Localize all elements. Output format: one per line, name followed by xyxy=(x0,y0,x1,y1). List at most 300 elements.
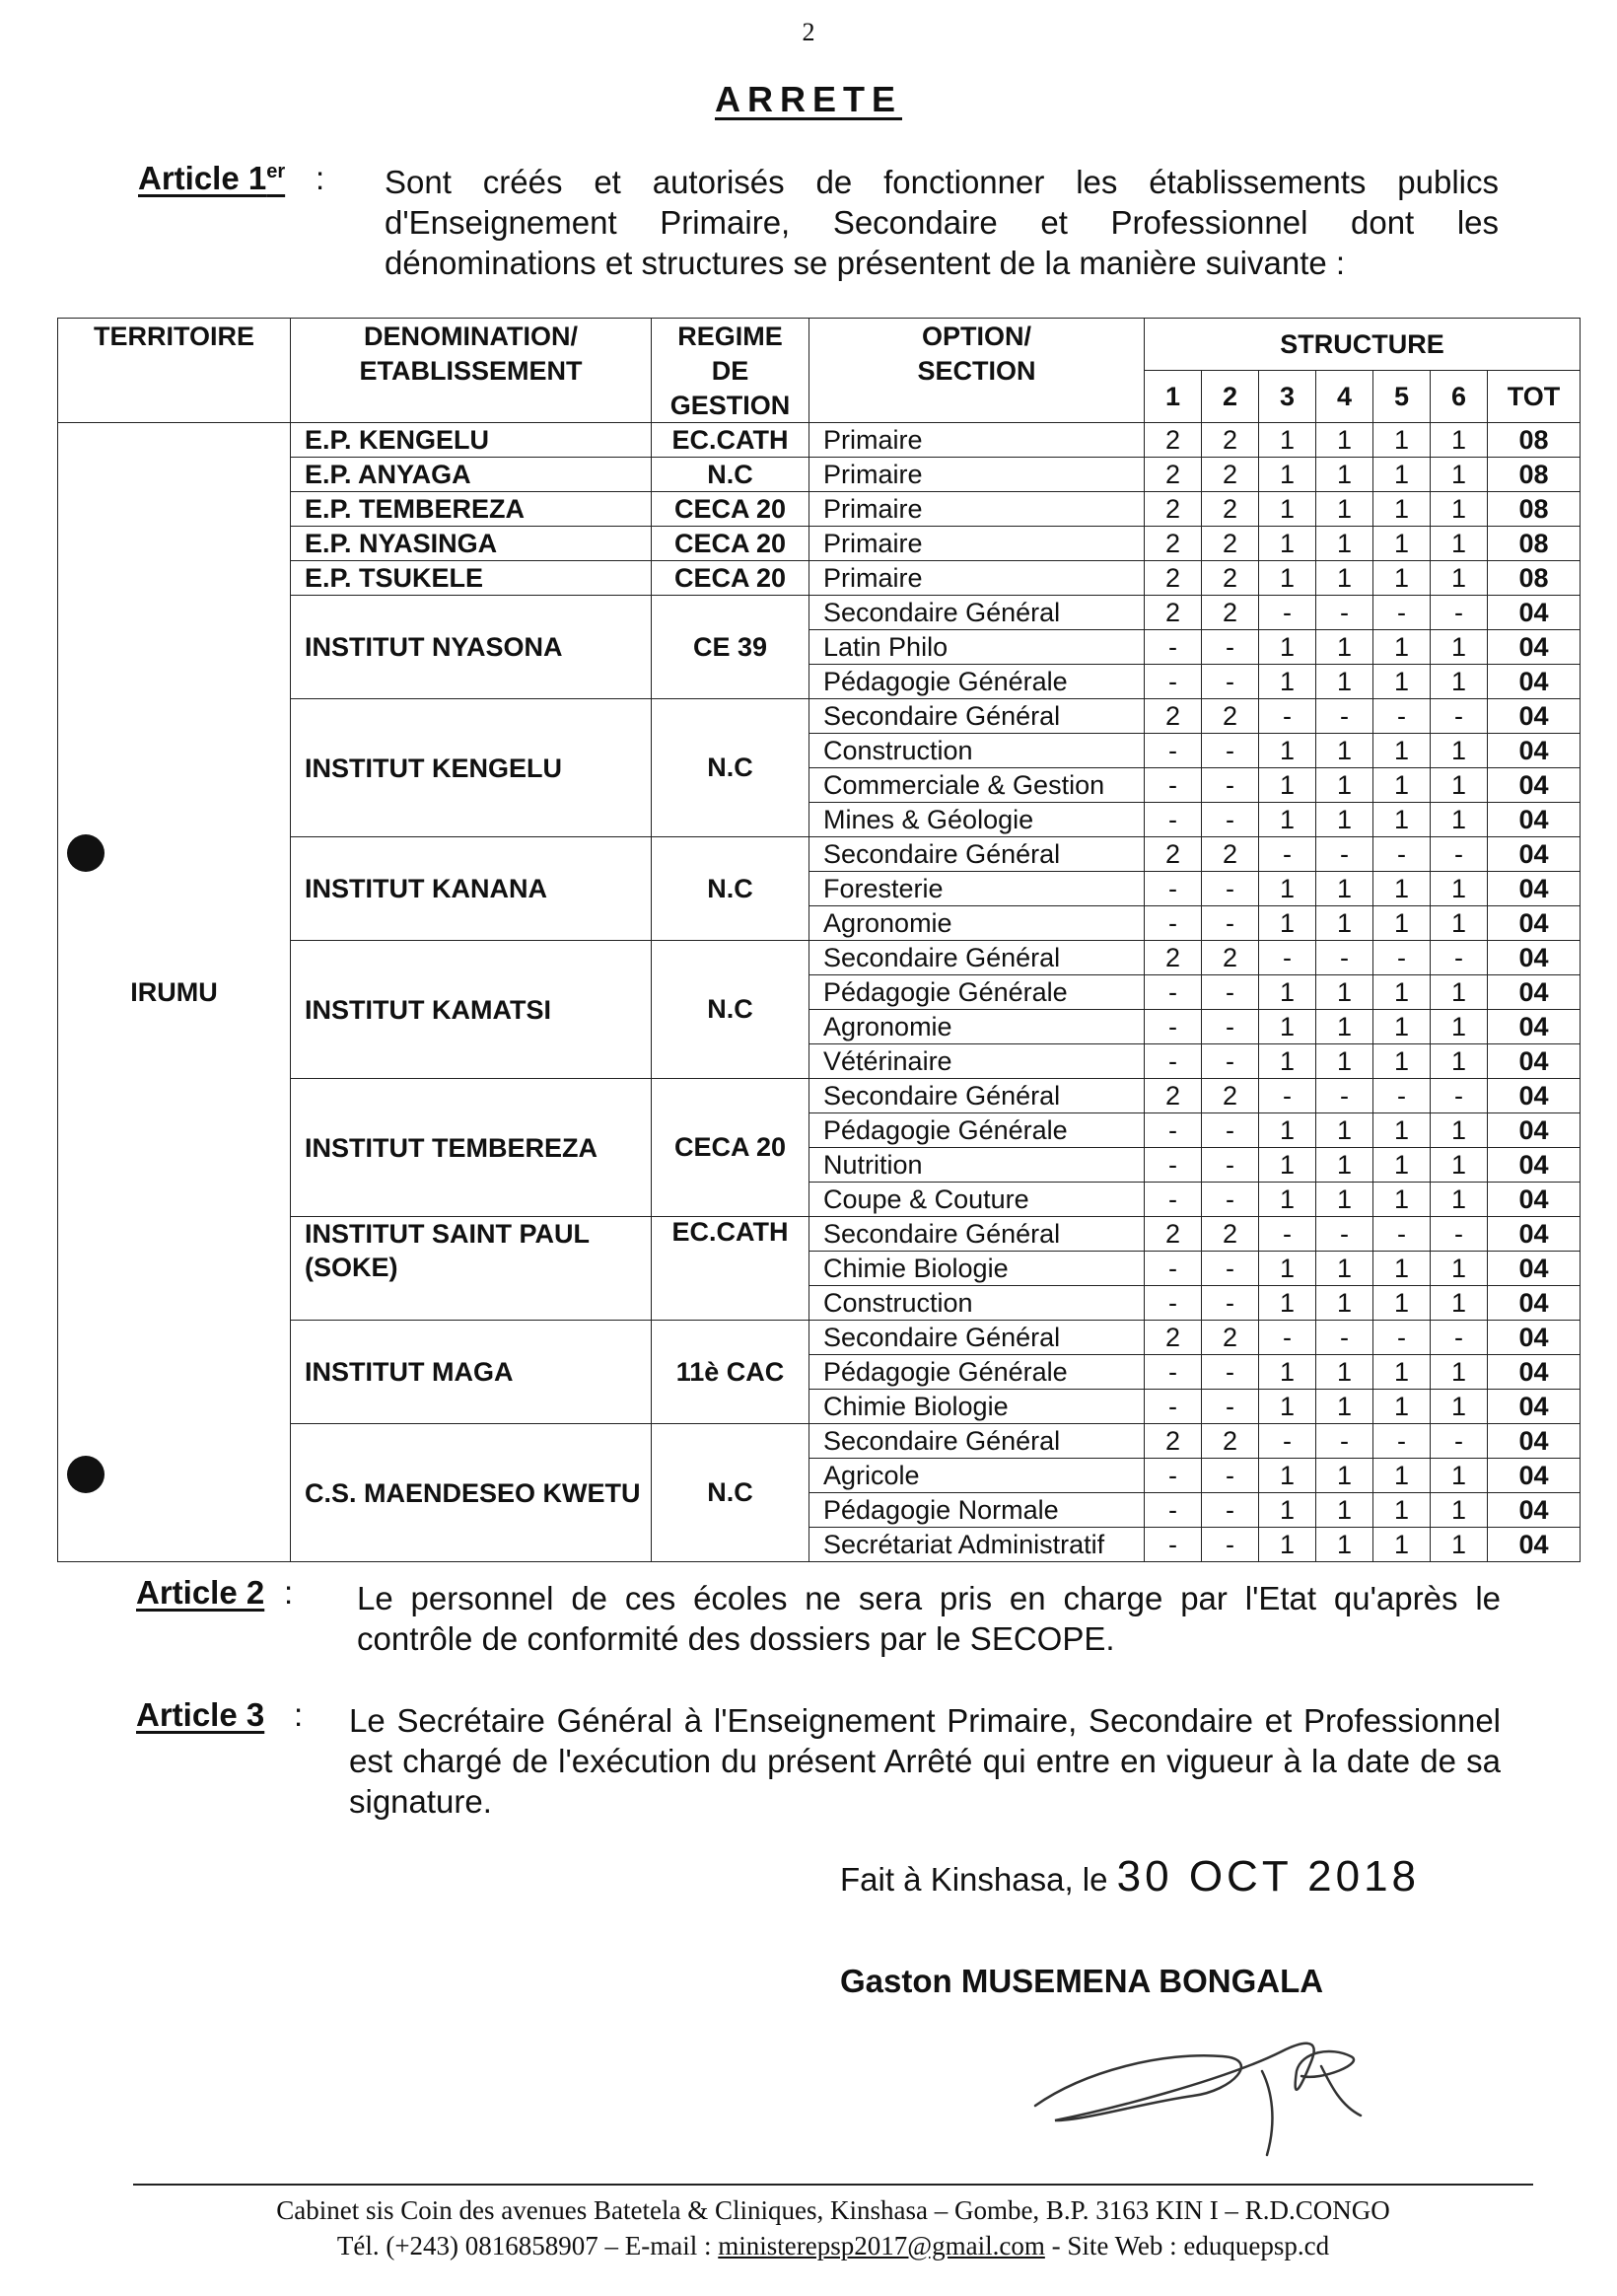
establishment-name: E.P. KENGELU xyxy=(291,423,652,458)
establishment-name: E.P. TSUKELE xyxy=(291,561,652,596)
structure-cell: 2 xyxy=(1202,458,1259,492)
structure-cell: 1 xyxy=(1373,1528,1431,1562)
structure-cell: - xyxy=(1431,1424,1488,1459)
option-section: Chimie Biologie xyxy=(809,1390,1145,1424)
table-row xyxy=(58,423,1581,458)
option-section: Secrétariat Administratif xyxy=(809,1528,1145,1562)
structure-cell: 1 xyxy=(1316,1286,1373,1321)
place-date-line xyxy=(840,1852,1420,1901)
structure-cell: - xyxy=(1145,1459,1202,1493)
article-2-colon: : xyxy=(284,1574,294,1611)
structure-cell: 1 xyxy=(1373,458,1431,492)
article-3-colon: : xyxy=(294,1696,304,1733)
structure-total: 04 xyxy=(1488,837,1581,872)
structure-total: 04 xyxy=(1488,1493,1581,1528)
footer-tel: Tél. (+243) 0816858907 – E-mail : xyxy=(336,2231,712,2260)
article-1-label-text: Article 1 xyxy=(138,160,267,196)
option-section: Coupe & Couture xyxy=(809,1183,1145,1217)
option-section: Secondaire Général xyxy=(809,941,1145,975)
structure-cell: 1 xyxy=(1373,1148,1431,1183)
structure-cell: 1 xyxy=(1259,1459,1316,1493)
option-section: Secondaire Général xyxy=(809,1217,1145,1252)
structure-cell: 1 xyxy=(1373,527,1431,561)
structure-cell: - xyxy=(1316,596,1373,630)
option-section: Nutrition xyxy=(809,1148,1145,1183)
structure-total: 08 xyxy=(1488,492,1581,527)
structure-total: 04 xyxy=(1488,699,1581,734)
structure-cell: 1 xyxy=(1431,1113,1488,1148)
structure-cell: - xyxy=(1145,1493,1202,1528)
structure-cell: 2 xyxy=(1202,596,1259,630)
structure-cell: 1 xyxy=(1431,665,1488,699)
structure-cell: - xyxy=(1202,768,1259,803)
option-section: Primaire xyxy=(809,492,1145,527)
punch-hole xyxy=(67,1456,105,1493)
structure-cell: 1 xyxy=(1259,768,1316,803)
structure-cell: 2 xyxy=(1145,527,1202,561)
structure-cell: - xyxy=(1145,1355,1202,1390)
structure-cell: - xyxy=(1202,1355,1259,1390)
structure-cell: 1 xyxy=(1259,1528,1316,1562)
structure-cell: 1 xyxy=(1259,1113,1316,1148)
footer-rule xyxy=(133,2184,1533,2186)
structure-cell: 1 xyxy=(1316,1459,1373,1493)
structure-total: 08 xyxy=(1488,561,1581,596)
regime-gestion: CECA 20 xyxy=(652,561,809,596)
header-option-line-1: OPTION/ xyxy=(921,322,1031,351)
structure-cell: 2 xyxy=(1145,837,1202,872)
establishment-name: INSTITUT KAMATSI xyxy=(291,941,652,1079)
option-section: Latin Philo xyxy=(809,630,1145,665)
regime-gestion: N.C xyxy=(652,458,809,492)
structure-cell: - xyxy=(1431,699,1488,734)
structure-cell: - xyxy=(1431,1079,1488,1113)
option-section: Foresterie xyxy=(809,872,1145,906)
structure-cell: 1 xyxy=(1316,665,1373,699)
structure-cell: 1 xyxy=(1431,1355,1488,1390)
structure-cell: 1 xyxy=(1259,872,1316,906)
option-section: Construction xyxy=(809,1286,1145,1321)
structure-cell: 1 xyxy=(1431,975,1488,1010)
structure-cell: 1 xyxy=(1431,1252,1488,1286)
structure-cell: - xyxy=(1316,1321,1373,1355)
structure-cell: 2 xyxy=(1202,837,1259,872)
structure-cell: - xyxy=(1145,630,1202,665)
structure-cell: - xyxy=(1373,699,1431,734)
structure-total: 04 xyxy=(1488,803,1581,837)
structure-total: 04 xyxy=(1488,1424,1581,1459)
regime-gestion: CE 39 xyxy=(652,596,809,699)
structure-cell: 2 xyxy=(1145,699,1202,734)
structure-cell: 1 xyxy=(1373,1493,1431,1528)
structure-cell: 1 xyxy=(1431,734,1488,768)
structure-cell: - xyxy=(1145,975,1202,1010)
option-section: Primaire xyxy=(809,423,1145,458)
establishments-table-body xyxy=(58,423,1581,1562)
structure-total: 04 xyxy=(1488,872,1581,906)
structure-cell: - xyxy=(1373,837,1431,872)
structure-cell: - xyxy=(1202,1044,1259,1079)
structure-cell: 1 xyxy=(1373,1252,1431,1286)
structure-cell: - xyxy=(1145,1010,1202,1044)
regime-gestion: EC.CATH xyxy=(652,423,809,458)
structure-cell: - xyxy=(1145,734,1202,768)
structure-cell: 2 xyxy=(1202,1079,1259,1113)
structure-cell: - xyxy=(1259,1321,1316,1355)
option-section: Primaire xyxy=(809,458,1145,492)
structure-total: 04 xyxy=(1488,1183,1581,1217)
structure-cell: 1 xyxy=(1316,1390,1373,1424)
establishment-name: INSTITUT SAINT PAUL (SOKE) xyxy=(291,1217,652,1321)
structure-total: 04 xyxy=(1488,1044,1581,1079)
header-regime-line-2: DE xyxy=(711,356,749,386)
option-section: Agricole xyxy=(809,1459,1145,1493)
header-denomination xyxy=(291,319,652,423)
structure-cell: - xyxy=(1202,1252,1259,1286)
header-regime-line-3: GESTION xyxy=(669,391,791,420)
structure-cell: 1 xyxy=(1316,1252,1373,1286)
structure-cell: 1 xyxy=(1259,975,1316,1010)
punch-hole xyxy=(67,834,105,872)
article-1-colon: : xyxy=(316,160,325,196)
structure-cell: 1 xyxy=(1259,630,1316,665)
header-structure: STRUCTURE xyxy=(1145,319,1581,371)
structure-cell: 1 xyxy=(1316,734,1373,768)
regime-gestion: EC.CATH xyxy=(652,1217,809,1321)
structure-cell: - xyxy=(1202,665,1259,699)
structure-cell: - xyxy=(1316,699,1373,734)
structure-cell: 1 xyxy=(1373,630,1431,665)
structure-cell: 1 xyxy=(1373,1355,1431,1390)
option-section: Commerciale & Gestion xyxy=(809,768,1145,803)
structure-total: 04 xyxy=(1488,665,1581,699)
structure-cell: 1 xyxy=(1373,1390,1431,1424)
structure-cell: 1 xyxy=(1431,1493,1488,1528)
structure-cell: - xyxy=(1316,837,1373,872)
structure-cell: 1 xyxy=(1431,630,1488,665)
structure-cell: - xyxy=(1145,768,1202,803)
regime-gestion: N.C xyxy=(652,837,809,941)
structure-total: 04 xyxy=(1488,975,1581,1010)
option-section: Vétérinaire xyxy=(809,1044,1145,1079)
structure-cell: - xyxy=(1145,1148,1202,1183)
structure-total: 04 xyxy=(1488,1528,1581,1562)
structure-cell: 2 xyxy=(1145,1424,1202,1459)
structure-cell: 2 xyxy=(1145,458,1202,492)
header-structure-col-5: 5 xyxy=(1373,371,1431,423)
structure-cell: 2 xyxy=(1145,561,1202,596)
structure-cell: - xyxy=(1259,1217,1316,1252)
structure-cell: 1 xyxy=(1373,492,1431,527)
structure-cell: - xyxy=(1202,1183,1259,1217)
structure-cell: 1 xyxy=(1259,803,1316,837)
header-option-line-2: SECTION xyxy=(917,356,1036,386)
structure-cell: 1 xyxy=(1373,975,1431,1010)
structure-cell: 1 xyxy=(1316,872,1373,906)
structure-cell: 1 xyxy=(1316,1493,1373,1528)
structure-cell: 1 xyxy=(1373,872,1431,906)
structure-total: 04 xyxy=(1488,1459,1581,1493)
structure-cell: - xyxy=(1202,975,1259,1010)
option-section: Secondaire Général xyxy=(809,1424,1145,1459)
structure-cell: 2 xyxy=(1202,561,1259,596)
structure-cell: 1 xyxy=(1431,1148,1488,1183)
structure-cell: 1 xyxy=(1373,665,1431,699)
structure-total: 04 xyxy=(1488,1148,1581,1183)
regime-gestion: CECA 20 xyxy=(652,527,809,561)
structure-cell: - xyxy=(1431,941,1488,975)
structure-cell: - xyxy=(1431,1321,1488,1355)
structure-cell: 1 xyxy=(1259,1044,1316,1079)
structure-cell: 2 xyxy=(1145,941,1202,975)
structure-cell: 1 xyxy=(1373,1183,1431,1217)
structure-cell: - xyxy=(1202,734,1259,768)
structure-cell: 1 xyxy=(1431,906,1488,941)
structure-total: 04 xyxy=(1488,1355,1581,1390)
structure-total: 04 xyxy=(1488,1217,1581,1252)
article-2-text: Le personnel de ces écoles ne sera pris en charge par l'Etat qu'après le contrôle de conformité des dossiers par le SECOPE. xyxy=(357,1580,1501,1657)
structure-cell: - xyxy=(1145,1113,1202,1148)
structure-cell: - xyxy=(1316,941,1373,975)
option-section: Agronomie xyxy=(809,1010,1145,1044)
structure-cell: 2 xyxy=(1145,1321,1202,1355)
structure-cell: - xyxy=(1145,1044,1202,1079)
regime-gestion: 11è CAC xyxy=(652,1321,809,1424)
structure-cell: 2 xyxy=(1202,1424,1259,1459)
structure-cell: 1 xyxy=(1259,906,1316,941)
footer-site-link[interactable]: eduquepsp.cd xyxy=(1183,2231,1330,2260)
article-1-text: Sont créés et autorisés de fonctionner les établissements publics d'Enseignement Primaire, Secondaire et Professionnel dont les dénominations et structures se présentent de la manière suivante : xyxy=(385,164,1499,281)
structure-cell: 2 xyxy=(1145,1079,1202,1113)
structure-cell: 2 xyxy=(1202,1321,1259,1355)
structure-cell: 1 xyxy=(1259,1355,1316,1390)
structure-cell: 1 xyxy=(1259,1390,1316,1424)
structure-cell: 1 xyxy=(1259,1010,1316,1044)
structure-cell: 1 xyxy=(1431,803,1488,837)
establishment-name: E.P. TEMBEREZA xyxy=(291,492,652,527)
structure-total: 04 xyxy=(1488,1321,1581,1355)
structure-cell: - xyxy=(1202,906,1259,941)
structure-cell: 1 xyxy=(1431,1010,1488,1044)
structure-cell: 2 xyxy=(1202,423,1259,458)
option-section: Secondaire Général xyxy=(809,1321,1145,1355)
structure-cell: 1 xyxy=(1373,561,1431,596)
structure-cell: 1 xyxy=(1259,561,1316,596)
structure-cell: 1 xyxy=(1431,872,1488,906)
structure-cell: - xyxy=(1145,803,1202,837)
structure-cell: - xyxy=(1202,1528,1259,1562)
structure-cell: 1 xyxy=(1259,423,1316,458)
structure-cell: 1 xyxy=(1259,492,1316,527)
structure-cell: 2 xyxy=(1145,1217,1202,1252)
structure-total: 08 xyxy=(1488,423,1581,458)
structure-cell: 1 xyxy=(1431,1528,1488,1562)
structure-cell: 1 xyxy=(1373,1010,1431,1044)
handwritten-signature xyxy=(1025,2012,1400,2160)
structure-cell: 1 xyxy=(1259,665,1316,699)
structure-cell: 1 xyxy=(1316,630,1373,665)
option-section: Pédagogie Normale xyxy=(809,1493,1145,1528)
structure-cell: - xyxy=(1373,1079,1431,1113)
page-number: 2 xyxy=(802,18,815,46)
establishment-name: INSTITUT NYASONA xyxy=(291,596,652,699)
structure-cell: - xyxy=(1373,596,1431,630)
structure-cell: 1 xyxy=(1316,423,1373,458)
header-option xyxy=(809,319,1145,423)
option-section: Mines & Géologie xyxy=(809,803,1145,837)
structure-cell: - xyxy=(1259,1424,1316,1459)
structure-cell: 1 xyxy=(1316,803,1373,837)
option-section: Pédagogie Générale xyxy=(809,665,1145,699)
structure-cell: - xyxy=(1145,872,1202,906)
header-structure-col-2: 2 xyxy=(1202,371,1259,423)
structure-cell: 1 xyxy=(1431,458,1488,492)
header-structure-col-3: 3 xyxy=(1259,371,1316,423)
structure-cell: 1 xyxy=(1259,1252,1316,1286)
structure-cell: 2 xyxy=(1202,941,1259,975)
structure-cell: 1 xyxy=(1431,1044,1488,1079)
establishment-name: C.S. MAENDESEO KWETU xyxy=(291,1424,652,1562)
establishment-name: INSTITUT TEMBEREZA xyxy=(291,1079,652,1217)
structure-cell: - xyxy=(1145,1252,1202,1286)
structure-cell: 1 xyxy=(1431,527,1488,561)
article-1-label xyxy=(138,160,285,197)
option-section: Secondaire Général xyxy=(809,837,1145,872)
structure-cell: 1 xyxy=(1431,492,1488,527)
structure-cell: - xyxy=(1202,1459,1259,1493)
structure-cell: - xyxy=(1145,1183,1202,1217)
structure-total: 04 xyxy=(1488,941,1581,975)
structure-cell: - xyxy=(1259,941,1316,975)
option-section: Primaire xyxy=(809,527,1145,561)
signer-name: Gaston MUSEMENA BONGALA xyxy=(840,1963,1324,1999)
structure-cell: 1 xyxy=(1316,561,1373,596)
structure-cell: 1 xyxy=(1259,527,1316,561)
structure-cell: 1 xyxy=(1259,1148,1316,1183)
header-structure-col-tot: TOT xyxy=(1488,371,1581,423)
structure-total: 04 xyxy=(1488,596,1581,630)
option-section: Chimie Biologie xyxy=(809,1252,1145,1286)
structure-cell: - xyxy=(1202,1286,1259,1321)
regime-gestion: N.C xyxy=(652,699,809,837)
structure-cell: 1 xyxy=(1431,1183,1488,1217)
structure-cell: 1 xyxy=(1373,734,1431,768)
structure-cell: - xyxy=(1259,699,1316,734)
footer-contact xyxy=(133,2231,1533,2261)
structure-cell: - xyxy=(1431,837,1488,872)
structure-cell: 2 xyxy=(1145,492,1202,527)
structure-cell: 1 xyxy=(1431,1390,1488,1424)
structure-cell: - xyxy=(1145,1528,1202,1562)
structure-total: 04 xyxy=(1488,1113,1581,1148)
structure-cell: - xyxy=(1202,803,1259,837)
structure-cell: - xyxy=(1259,837,1316,872)
structure-cell: - xyxy=(1202,1113,1259,1148)
structure-cell: 1 xyxy=(1316,458,1373,492)
article-3-text: Le Secrétaire Général à l'Enseignement Primaire, Secondaire et Professionnel est chargé de l'exécution du présent Arrêté qui entre en vigueur à la date de sa signature. xyxy=(349,1702,1501,1820)
structure-cell: 1 xyxy=(1431,768,1488,803)
structure-cell: - xyxy=(1316,1424,1373,1459)
structure-cell: - xyxy=(1373,1217,1431,1252)
structure-cell: - xyxy=(1373,1424,1431,1459)
header-structure-col-4: 4 xyxy=(1316,371,1373,423)
structure-total: 04 xyxy=(1488,768,1581,803)
structure-total: 04 xyxy=(1488,630,1581,665)
structure-cell: - xyxy=(1431,596,1488,630)
structure-cell: 1 xyxy=(1316,906,1373,941)
structure-cell: 2 xyxy=(1145,596,1202,630)
structure-cell: 1 xyxy=(1431,1459,1488,1493)
structure-cell: - xyxy=(1145,665,1202,699)
article-3-label: Article 3 xyxy=(136,1696,265,1733)
option-section: Secondaire Général xyxy=(809,596,1145,630)
footer-email-link[interactable]: ministerepsp2017@gmail.com xyxy=(718,2231,1045,2260)
structure-total: 08 xyxy=(1488,458,1581,492)
regime-gestion: N.C xyxy=(652,1424,809,1562)
structure-total: 04 xyxy=(1488,1390,1581,1424)
option-section: Pédagogie Générale xyxy=(809,975,1145,1010)
structure-cell: 1 xyxy=(1316,1148,1373,1183)
structure-cell: 1 xyxy=(1373,906,1431,941)
structure-cell: - xyxy=(1431,1217,1488,1252)
structure-total: 04 xyxy=(1488,1010,1581,1044)
option-section: Pédagogie Générale xyxy=(809,1113,1145,1148)
structure-cell: - xyxy=(1202,630,1259,665)
structure-cell: 1 xyxy=(1431,423,1488,458)
territoire-cell: IRUMU xyxy=(58,423,291,1562)
structure-cell: 1 xyxy=(1259,1493,1316,1528)
regime-gestion: N.C xyxy=(652,941,809,1079)
option-section: Pédagogie Générale xyxy=(809,1355,1145,1390)
establishment-name: INSTITUT KANANA xyxy=(291,837,652,941)
footer-site-label: - Site Web : xyxy=(1051,2231,1177,2260)
structure-total: 04 xyxy=(1488,1286,1581,1321)
structure-total: 04 xyxy=(1488,1079,1581,1113)
header-structure-col-1: 1 xyxy=(1145,371,1202,423)
structure-cell: 1 xyxy=(1316,1183,1373,1217)
structure-cell: 2 xyxy=(1202,1217,1259,1252)
structure-cell: 1 xyxy=(1316,527,1373,561)
document-title: ARRETE xyxy=(714,79,902,119)
structure-cell: 1 xyxy=(1431,1286,1488,1321)
header-regime xyxy=(652,319,809,423)
structure-cell: - xyxy=(1145,1286,1202,1321)
structure-cell: 2 xyxy=(1202,699,1259,734)
structure-total: 08 xyxy=(1488,527,1581,561)
structure-cell: - xyxy=(1202,1493,1259,1528)
option-section: Primaire xyxy=(809,561,1145,596)
structure-cell: 1 xyxy=(1316,1113,1373,1148)
stamped-date: 30 OCT 2018 xyxy=(1116,1852,1421,1901)
structure-cell: 1 xyxy=(1316,492,1373,527)
structure-cell: 1 xyxy=(1373,768,1431,803)
structure-cell: - xyxy=(1259,596,1316,630)
option-section: Construction xyxy=(809,734,1145,768)
header-territoire: TERRITOIRE xyxy=(58,319,291,423)
structure-cell: 1 xyxy=(1373,1459,1431,1493)
option-section: Agronomie xyxy=(809,906,1145,941)
structure-cell: 1 xyxy=(1373,1044,1431,1079)
structure-cell: 1 xyxy=(1259,458,1316,492)
establishment-name: E.P. ANYAGA xyxy=(291,458,652,492)
structure-cell: 1 xyxy=(1373,803,1431,837)
structure-cell: 1 xyxy=(1431,561,1488,596)
article-1-label-sup: er xyxy=(266,161,286,182)
establishment-name: INSTITUT MAGA xyxy=(291,1321,652,1424)
structure-cell: - xyxy=(1259,1079,1316,1113)
structure-cell: 1 xyxy=(1259,734,1316,768)
establishments-table xyxy=(57,318,1581,1562)
